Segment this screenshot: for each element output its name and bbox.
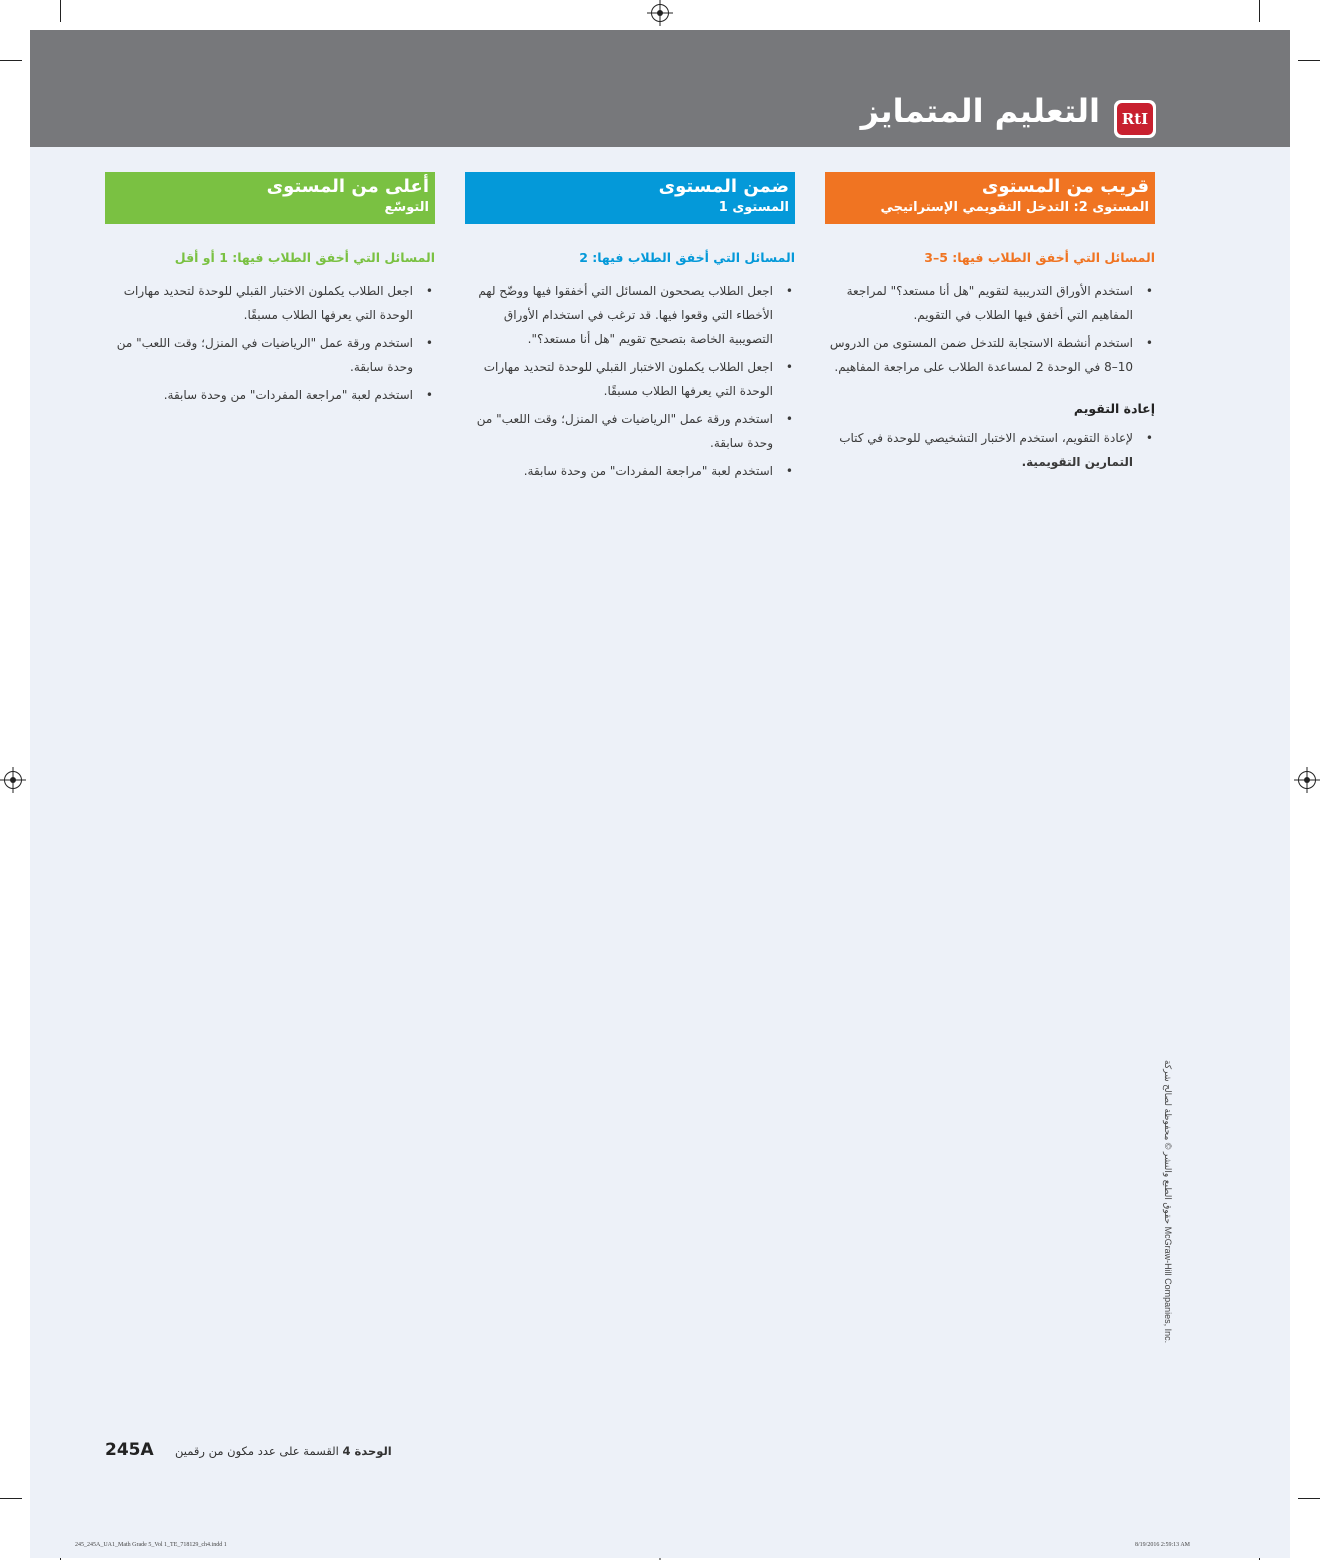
crop-mark bbox=[1298, 60, 1320, 61]
list-item: • اجعل الطلاب يكملون الاختبار القبلي للوحدة لتحديد مهارات الوحدة التي يعرفها الطلاب مسبقًا. bbox=[465, 355, 773, 403]
problems-heading: المسائل التي أخفق الطلاب فيها: 2 bbox=[579, 250, 795, 265]
bullet-list bbox=[465, 279, 795, 483]
column-header bbox=[825, 172, 1155, 224]
running-footer bbox=[175, 1444, 392, 1458]
bullet-list bbox=[105, 279, 435, 407]
bullet-list bbox=[825, 279, 1155, 379]
list-item: • استخدم ورقة عمل "الرياضيات في المنزل؛ وقت اللعب" من وحدة سابقة. bbox=[465, 407, 773, 455]
header-banner bbox=[30, 30, 1290, 147]
slug-file-name: 245_245A_UA1_Math Grade 5_Vol 1_TE_718129_ch4.indd 1 bbox=[75, 1542, 227, 1548]
problems-heading: المسائل التي أخفق الطلاب فيها: 1 أو أقل bbox=[174, 250, 435, 265]
rti-logo-text: RtI bbox=[1117, 103, 1153, 135]
list-item: • استخدم الأوراق التدريبية لتقويم "هل أنا مستعد؟" لمراجعة المفاهيم التي أخفق فيها الطلاب في التقويم. bbox=[825, 279, 1133, 327]
crop-mark bbox=[0, 1498, 22, 1499]
page-title: التعليم المتمايز bbox=[860, 92, 1100, 130]
registration-mark-icon bbox=[4, 771, 22, 789]
registration-mark-icon bbox=[1298, 771, 1316, 789]
reassess-text: لإعادة التقويم، استخدم الاختبار التشخيصي للوحدة في كتاب bbox=[839, 431, 1133, 445]
list-item: • استخدم أنشطة الاستجابة للتدخل ضمن المستوى من الدروس 10–8 في الوحدة 2 لمساعدة الطلاب على مراجعة المفاهيم. bbox=[825, 331, 1133, 379]
crop-mark bbox=[60, 0, 61, 22]
column-approaching-level bbox=[825, 172, 1155, 478]
crop-mark bbox=[0, 60, 22, 61]
column-on-level bbox=[465, 172, 795, 487]
column-header bbox=[465, 172, 795, 224]
page-number: 245A bbox=[105, 1440, 154, 1460]
list-item: • استخدم ورقة عمل "الرياضيات في المنزل؛ وقت اللعب" من وحدة سابقة. bbox=[105, 331, 413, 379]
copyright-notice bbox=[1163, 1060, 1183, 1360]
list-item: • اجعل الطلاب يصححون المسائل التي أخفقوا فيها ووضّح لهم الأخطاء التي وقعوا فيها. قد ترغب في استخدام الأوراق التصويبية الخاصة بتصحيح تقويم "هل أنا مستعد؟". bbox=[465, 279, 773, 351]
list-item: • اجعل الطلاب يكملون الاختبار القبلي للوحدة لتحديد مهارات الوحدة التي يعرفها الطلاب مسبقًا. bbox=[105, 279, 413, 327]
reassess-heading: إعادة التقويم bbox=[1073, 401, 1155, 416]
column-subtitle: المستوى 1 bbox=[718, 200, 789, 215]
column-title: قريب من المستوى bbox=[981, 176, 1149, 197]
book-title: التمارين التقويمية. bbox=[1021, 455, 1133, 469]
unit-title: القسمة على عدد مكون من رقمين bbox=[175, 1444, 339, 1458]
crop-mark bbox=[1259, 0, 1260, 22]
crop-mark bbox=[1298, 1498, 1320, 1499]
column-subtitle: التوسّع bbox=[384, 200, 429, 215]
page bbox=[30, 30, 1290, 1558]
rti-logo-icon bbox=[1114, 100, 1156, 138]
column-title: أعلى من المستوى bbox=[266, 176, 429, 197]
list-item: • استخدم لعبة "مراجعة المفردات" من وحدة سابقة. bbox=[465, 459, 773, 483]
bullet-list bbox=[825, 426, 1155, 474]
list-item: • استخدم لعبة "مراجعة المفردات" من وحدة سابقة. bbox=[105, 383, 413, 407]
column-title: ضمن المستوى bbox=[658, 176, 789, 197]
column-beyond-level bbox=[105, 172, 435, 411]
unit-label: الوحدة 4 bbox=[342, 1444, 392, 1458]
registration-mark-icon bbox=[651, 4, 669, 22]
list-item bbox=[825, 426, 1133, 474]
column-header bbox=[105, 172, 435, 224]
problems-heading: المسائل التي أخفق الطلاب فيها: 5–3 bbox=[924, 250, 1155, 265]
slug-timestamp: 8/19/2016 2:59:13 AM bbox=[1135, 1542, 1191, 1548]
column-subtitle: المستوى 2: التدخل التقويمي الإستراتيجي bbox=[880, 200, 1149, 215]
copyright-text: حقوق الطبع والنشر © محفوظة لصالح شركة McGraw-Hill Companies, Inc. bbox=[1163, 1060, 1173, 1344]
